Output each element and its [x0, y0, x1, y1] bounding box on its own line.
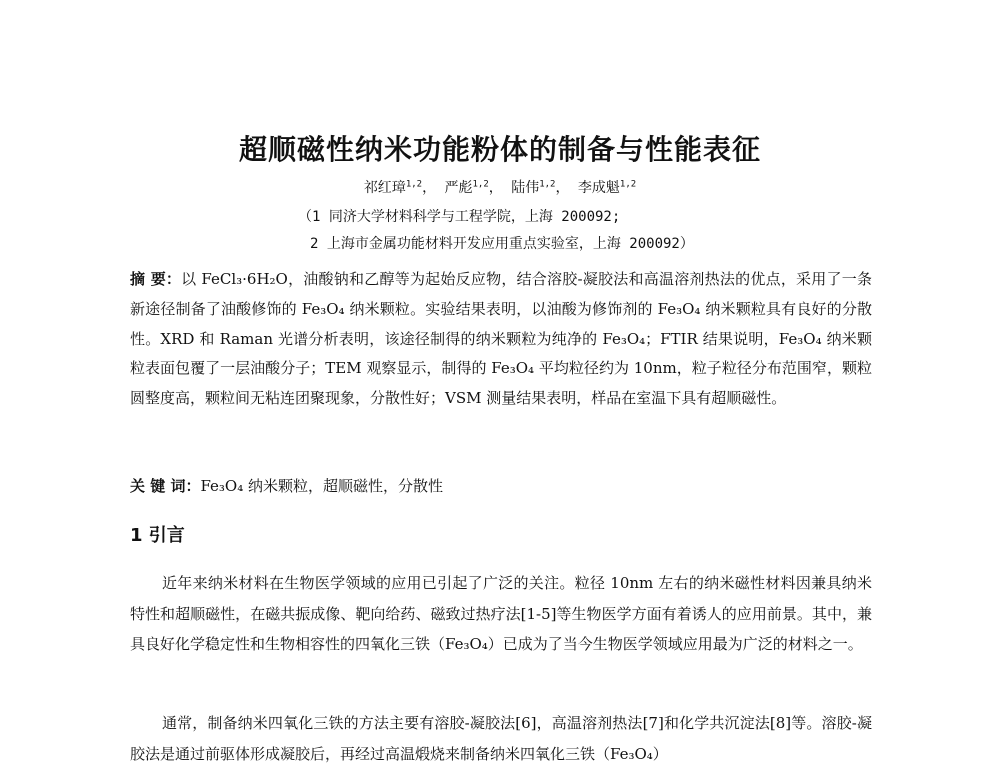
abstract-label: 摘 要： [130, 270, 182, 288]
author-affiliation-mark: 1,2 [539, 179, 556, 190]
body-paragraph: 近年来纳米材料在生物医学领域的应用已引起了广泛的关注。粒径 10nm 左右的纳米磁性材料因兼具纳米特性和超顺磁性，在磁共振成像、靶向给药、磁致过热疗法[1-5]等生物医学方面有着诱人的应用前景。其中，兼具良好化学稳定性和生物相容性的四氧化三铁（Fe₃O₄）已成为了当今生物医学领域应用最为广泛的材料之一。 [130, 574, 872, 653]
author-name: 严彪 [444, 180, 473, 196]
abstract-text: 以 FeCl₃·6H₂O，油酸钠和乙醇等为起始反应物，结合溶胶-凝胶法和高温溶剂热法的优点，采用了一条新途径制备了油酸修饰的 Fe₃O₄ 纳米颗粒。实验结果表明，以油酸为修饰剂的 Fe₃O₄ 纳米颗粒具有良好的分散性。XRD 和 Raman 光谱分析表明，该途径制得的纳米颗粒为纯净的 Fe₃O₄；FTIR 结果说明，Fe₃O₄ 纳米颗粒表面包覆了一层油酸分子；TEM 观察显示，制得的 Fe₃O₄ 平均粒径约为 10nm，粒子粒径分布范围窄，颗粒圆整度高，颗粒间无粘连团聚现象，分散性好；VSM 测量结果表明，样品在室温下具有超顺磁性。 [130, 270, 872, 408]
affiliation-line: （1 同济大学材料科学与工程学院，上海 200092; [298, 209, 621, 225]
paper-title: 超顺磁性纳米功能粉体的制备与性能表征 [238, 133, 761, 166]
author-separator: ， [555, 180, 570, 196]
section-heading: 1 引言 [130, 525, 185, 546]
abstract [130, 265, 872, 414]
author-name: 李成魁 [577, 180, 620, 196]
keywords-text: Fe₃O₄ 纳米颗粒，超顺磁性，分散性 [200, 477, 444, 495]
affiliation-line: 2 上海市金属功能材料开发应用重点实验室，上海 200092） [310, 236, 694, 252]
author-affiliation-mark: 1,2 [405, 179, 423, 190]
author-list [0, 177, 1000, 197]
author-separator: ， [488, 180, 503, 196]
author-affiliation-mark: 1,2 [619, 179, 637, 190]
keywords-label: 关 键 词： [130, 477, 201, 495]
body-paragraph: 通常，制备纳米四氧化三铁的方法主要有溶胶-凝胶法[6]，高温溶剂热法[7]和化学共沉淀法[8]等。溶胶-凝胶法是通过前驱体形成凝胶后，再经过高温煅烧来制备纳米四氧化三铁（Fe₃O₄） [130, 714, 872, 763]
author-name: 陆伟 [511, 180, 540, 196]
author-affiliation-mark: 1,2 [472, 179, 489, 190]
author-separator: ， [422, 180, 437, 196]
author-name: 祁红璋 [363, 180, 406, 196]
keywords [130, 475, 443, 496]
